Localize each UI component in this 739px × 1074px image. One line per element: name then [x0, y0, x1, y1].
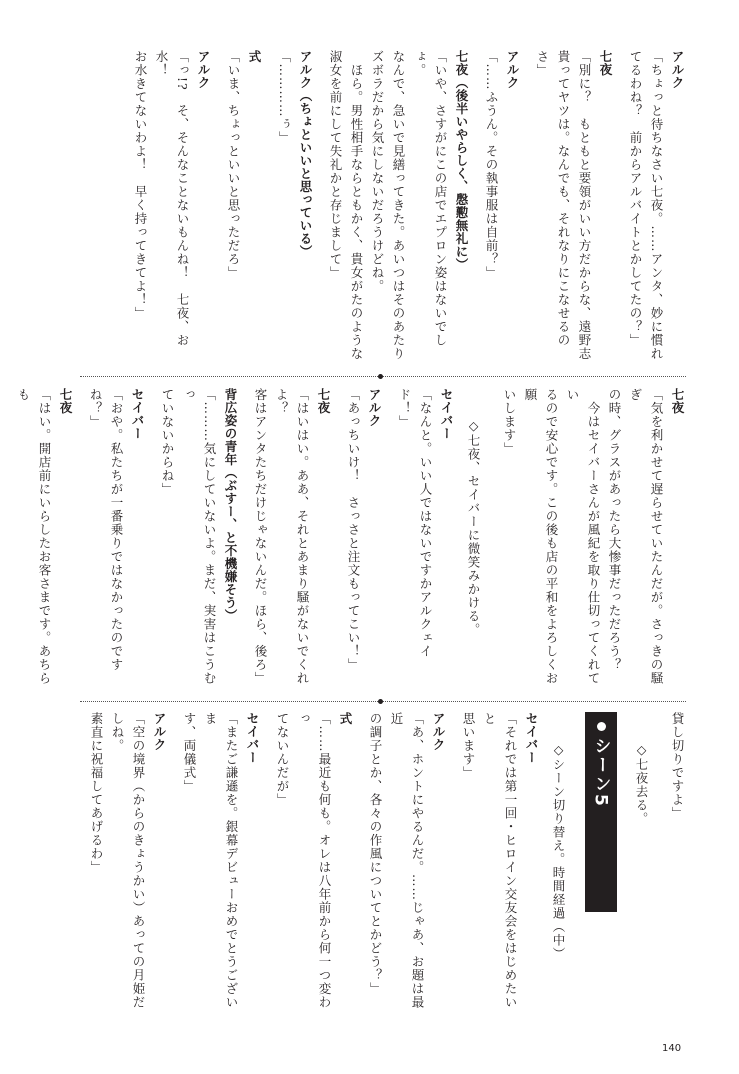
- scene-heading: [585, 712, 617, 912]
- dialogue-block: [13, 388, 76, 692]
- bullet-icon: [597, 722, 606, 731]
- dialogue-line: 「………気にしていないよ。まだ、実害はこうむっ: [181, 388, 217, 685]
- scene-title: シーン5: [590, 737, 611, 808]
- dialogue-block: [325, 50, 472, 364]
- text-tier-top: [76, 50, 688, 364]
- dialogue-block: [458, 712, 542, 1022]
- speaker-name: 式: [247, 50, 262, 63]
- speaker-name: セイバー: [245, 712, 260, 764]
- dialogue-line: 「またご謙遜を。銀幕デビューおめでとうございま: [203, 712, 239, 1009]
- stage-direction: ◇七夜、セイバーに微笑みかける。: [466, 418, 481, 637]
- dialogue-block: [532, 50, 616, 364]
- dialogue-line: の調子とか、各々の作風についてとかどう？」: [368, 712, 383, 996]
- dialogue-line: 「はいはい。ああ、それとあまり騒がないでくれよ？: [274, 388, 310, 685]
- speaker-name: アルク: [196, 50, 211, 89]
- section-divider: [80, 376, 686, 377]
- dialogue-line: の時、グラスがあったら大惨事だっただろう？: [607, 388, 622, 672]
- dialogue-line: 「気を利かせて遅らせていたんだが。さっきの騒ぎ: [628, 388, 664, 685]
- dialogue-block: [481, 50, 523, 280]
- dialogue-line: 「いや、さすがにこの店でエプロン姿はないでしょ。: [412, 50, 448, 347]
- section-divider: [80, 701, 686, 702]
- speaker-name: 七夜: [598, 50, 613, 76]
- dialogue-line: 「別に？ もともと要領がいい方だからな、遠野志: [577, 50, 592, 361]
- dialogue-block: [343, 388, 385, 672]
- dialogue-line: 「いま、ちょっといいと思っただろ」: [226, 50, 241, 280]
- dialogue-line: ほら。男性相手ならともかく、貴女がたのような: [349, 50, 364, 361]
- dialogue-block: [223, 50, 265, 280]
- dialogue-line: 素直に祝福してあげるわ」: [89, 712, 104, 874]
- speaker-name: 七夜（後半いやらしく、慇懃無礼に）: [454, 50, 469, 271]
- dialogue-line: ていないからね」: [160, 388, 175, 496]
- dialogue-block: [179, 712, 263, 1022]
- speaker-name: アルク: [431, 712, 446, 751]
- dialogue-line: す、両儀式」: [182, 712, 197, 793]
- stage-direction: ◇七夜去る。: [634, 742, 649, 826]
- dialogue-block: [394, 388, 457, 692]
- speaker-name: 七夜: [670, 388, 685, 414]
- dialogue-line: 「おや。私たちが一番乗りではなかったのですね？」: [88, 388, 124, 672]
- dialogue-line: お水きてないわよ！ 早く持ってきてよ！」: [133, 50, 148, 320]
- dialogue-line: 淑女を前にして失礼かと存じまして」: [328, 50, 343, 280]
- speaker-name: アルク（ちょといいと思っている）: [298, 50, 313, 258]
- dialogue-block: [86, 712, 170, 1022]
- speaker-name: 七夜: [58, 388, 73, 414]
- speaker-name: アルク: [152, 712, 167, 751]
- dialogue-block: [274, 50, 316, 258]
- speaker-name: セイバー: [439, 388, 454, 440]
- dialogue-line: 今はセイバーさんが風紀を取り仕切ってくれてい: [565, 388, 601, 685]
- dialogue-line: 「はい。開店前にいらしたお客さまです。あちらも: [16, 388, 52, 685]
- text-tier-middle: [16, 388, 688, 692]
- dialogue-block: [272, 712, 356, 1022]
- speaker-name: 式: [338, 712, 353, 725]
- dialogue-line: ズボラだから気にしないだろうけどね。: [370, 50, 385, 293]
- dialogue-block: [667, 712, 688, 820]
- dialogue-line: るので安心です。この後も店の平和をよろしくお願: [523, 388, 559, 685]
- dialogue-line: 思います」: [461, 712, 476, 780]
- dialogue-block: [499, 388, 688, 692]
- text-tier-bottom: [76, 712, 688, 1022]
- speaker-name: アルク: [505, 50, 520, 89]
- dialogue-line: 「それでは第一回・ヒロイン交友会をはじめたいと: [482, 712, 518, 1009]
- dialogue-block: [85, 388, 148, 692]
- dialogue-line: いします」: [502, 388, 517, 456]
- dialogue-line: てないんだが」: [275, 712, 290, 807]
- dialogue-line: 「……ふうん。その執事服は自前？」: [484, 50, 499, 280]
- dialogue-block: [625, 50, 688, 361]
- dialogue-block: [130, 50, 214, 364]
- dialogue-line: 「なんと。いい人ではないですかアルクェイド！」: [397, 388, 433, 658]
- stage-direction: ◇シーン切り替え。時間経過（中）: [551, 742, 566, 961]
- dialogue-line: 「空の境界（からのきょうかい）あっての月姫だしね。: [110, 712, 146, 1009]
- dialogue-line: 「……最近も何も。オレは八年前から何一つ変わっ: [296, 712, 332, 1009]
- dialogue-line: 客はアンタたちだけじゃないんだ。ほら、後ろ」: [253, 388, 268, 685]
- speaker-name: アルク: [367, 388, 382, 427]
- dialogue-line: 「あっちいけ！ さっさと注文もってこい！」: [346, 388, 361, 672]
- dialogue-line: 「…………ぅ」: [277, 50, 292, 145]
- dialogue-line: 貴ってヤツは。なんでも、それなりにこなせるのさ」: [535, 50, 571, 347]
- dialogue-block: [250, 388, 334, 692]
- dialogue-line: 貸し切りですよ」: [670, 712, 685, 820]
- page-number: 140: [662, 1043, 682, 1054]
- speaker-name: セイバー: [524, 712, 539, 764]
- dialogue-line: なんで、急いで見繕ってきた。あいつはそのあたり: [391, 50, 406, 361]
- dialogue-block: [157, 388, 241, 692]
- dialogue-line: 「ちょっと待ちなさい七夜。……アンタ、妙に慣れ: [649, 50, 664, 361]
- divider-mark: [378, 699, 383, 704]
- speaker-name: アルク: [670, 50, 685, 89]
- speaker-name: セイバー: [130, 388, 145, 440]
- dialogue-line: 「っ!? そ、そんなことないもんね！ 七夜、お水！: [154, 50, 190, 348]
- speaker-name: 背広姿の青年（ぶすー、と不機嫌そう）: [223, 388, 238, 622]
- divider-mark: [378, 374, 383, 379]
- dialogue-line: 「あ、ホントにやるんだ。……じゃあ、お題は最近: [389, 712, 425, 1009]
- speaker-name: 七夜: [316, 388, 331, 414]
- dialogue-line: てるわね？ 前からアルバイトとかしてたの？」: [628, 50, 643, 347]
- dialogue-block: [365, 712, 449, 1022]
